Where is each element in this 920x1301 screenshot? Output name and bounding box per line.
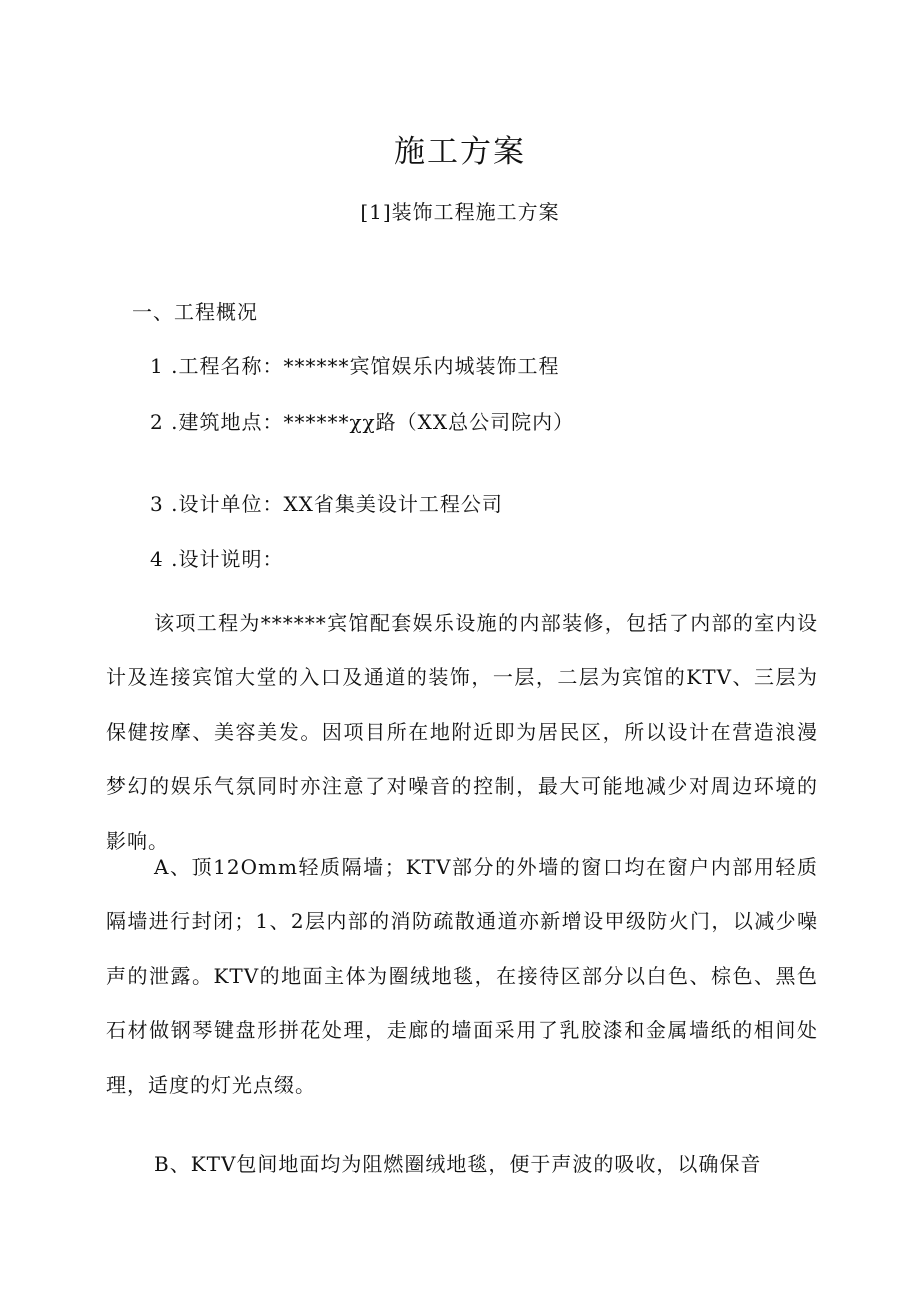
list-item: 1 .工程名称：******宾馆娱乐内城装饰工程: [150, 354, 560, 378]
list-item: 2 .建筑地点：******χχ路（XX总公司院内）: [150, 410, 575, 434]
page-subtitle: [1]装饰工程施工方案: [360, 200, 560, 224]
body-paragraph: B、KTV包间地面均为阻燃圈绒地毯，便于声波的吸收，以确保音: [154, 1152, 762, 1176]
page-title: 施工方案: [394, 134, 526, 170]
body-paragraph: A、顶12Omm轻质隔墙；KTV部分的外墙的窗口均在窗户内部用轻质隔墙进行封闭；1、2层内部的消防疏散通道亦新增设甲级防火门，以减少噪声的泄露。KTV的地面主体为圈绒地毯，在接待区部分以白色、棕色、黑色石材做钢琴键盘形拼花处理，走廊的墙面采用了乳胶漆和金属墙纸的相间处理，适度的灯光点缀。: [106, 855, 818, 1097]
list-item: 3 .设计单位：XX省集美设计工程公司: [150, 492, 503, 516]
section-heading: 一、工程概况: [132, 300, 258, 324]
list-item: 4 .设计说明：: [150, 547, 284, 571]
body-paragraph: 该项工程为******宾馆配套娱乐设施的内部装修，包括了内部的室内设计及连接宾馆大堂的入口及通道的装饰，一层，二层为宾馆的KTV、三层为保健按摩、美容美发。因项目所在地附近即为居民区，所以设计在营造浪漫梦幻的娱乐气氛同时亦注意了对噪音的控制，最大可能地减少对周边环境的影响。: [106, 611, 818, 853]
